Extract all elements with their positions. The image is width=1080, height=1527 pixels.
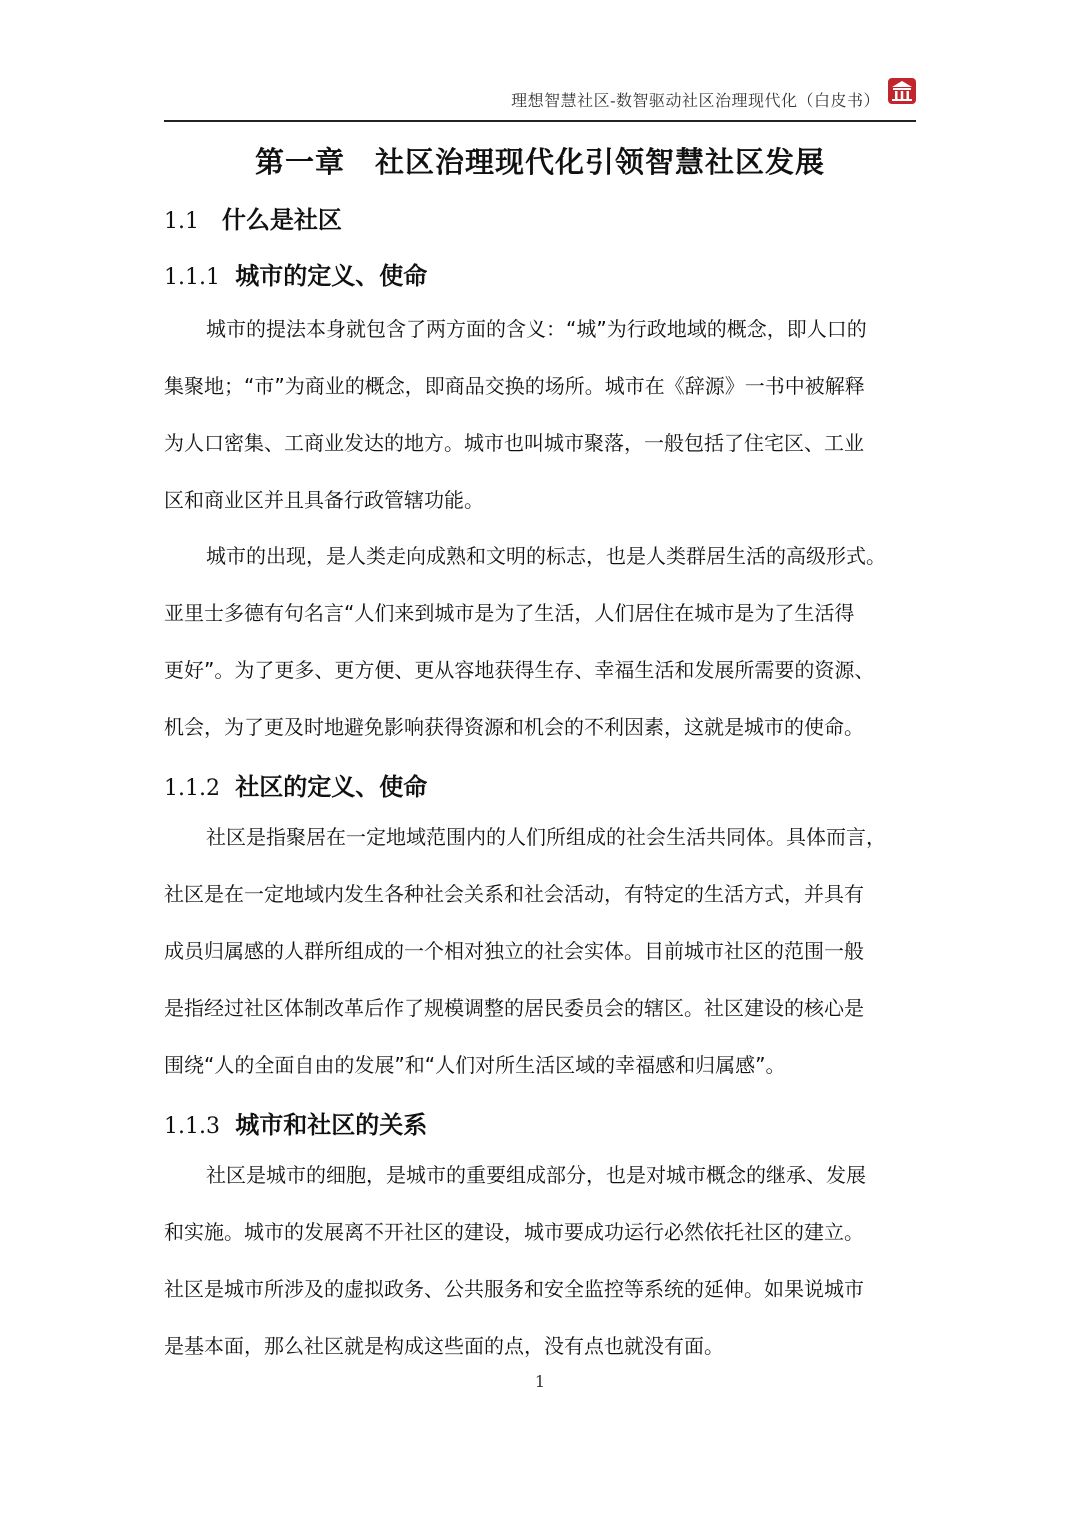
paragraph-line: 集聚地；“市”为商业的概念，即商品交换的场所。城市在《辞源》一书中被解释 [164,374,865,398]
paragraph-line: 城市的提法本身就包含了两方面的含义：“城”为行政地域的概念，即人口的 [206,317,867,341]
paragraph-line: 区和商业区并且具备行政管辖功能。 [164,488,484,512]
section-number: 1.1.3 [164,1114,220,1139]
paragraph-line: 机会，为了更及时地避免影响获得资源和机会的不利因素，这就是城市的使命。 [164,715,864,739]
paragraph-line: 成员归属感的人群所组成的一个相对独立的社会实体。目前城市社区的范围一般 [164,939,864,963]
paragraph-line: 亚里士多德有句名言“人们来到城市是为了生活，人们居住在城市是为了生活得 [164,601,855,625]
chapter-title: 第一章 社区治理现代化引领智慧社区发展 [254,145,825,179]
section-number: 1.1 [164,209,199,234]
section-title: 城市的定义、使命 [235,262,428,290]
paragraph-line: 是指经过社区体制改革后作了规模调整的居民委员会的辖区。社区建设的核心是 [164,996,864,1020]
header-title: 理想智慧社区-数智驱动社区治理现代化（白皮书） [511,91,880,110]
paragraph-line: 社区是指聚居在一定地域范围内的人们所组成的社会生活共同体。具体而言， [206,825,886,849]
section-heading-1-1-3 [164,1105,427,1140]
paragraph-line: 为人口密集、工商业发达的地方。城市也叫城市聚落，一般包括了住宅区、工业 [164,431,864,455]
page-number: 1 [534,1372,546,1391]
section-number: 1.1.1 [164,265,220,290]
page-header [164,72,916,122]
paragraph-line: 社区是城市所涉及的虚拟政务、公共服务和安全监控等系统的延伸。如果说城市 [164,1277,864,1301]
section-title: 什么是社区 [221,206,342,234]
building-logo-icon [888,78,916,104]
paragraph-line: 是基本面，那么社区就是构成这些面的点，没有点也就没有面。 [164,1334,724,1358]
paragraph-line: 和实施。城市的发展离不开社区的建设，城市要成功运行必然依托社区的建立。 [164,1220,864,1244]
paragraph-line: 更好”。为了更多、更方便、更从容地获得生存、幸福生活和发展所需要的资源、 [164,658,875,682]
section-title: 城市和社区的关系 [235,1111,428,1139]
paragraph-line: 城市的出现，是人类走向成熟和文明的标志，也是人类群居生活的高级形式。 [206,544,886,568]
section-heading-1-1-1 [164,256,427,291]
paragraph-line: 围绕“人的全面自由的发展”和“人们对所生活区域的幸福感和归属感”。 [164,1053,786,1077]
paragraph-line: 社区是在一定地域内发生各种社会关系和社会活动，有特定的生活方式，并具有 [164,882,864,906]
section-number: 1.1.2 [164,776,220,801]
section-title: 社区的定义、使命 [235,773,428,801]
paragraph-line: 社区是城市的细胞，是城市的重要组成部分，也是对城市概念的继承、发展 [206,1163,866,1187]
section-heading-1-1 [164,200,342,235]
section-heading-1-1-2 [164,767,427,802]
